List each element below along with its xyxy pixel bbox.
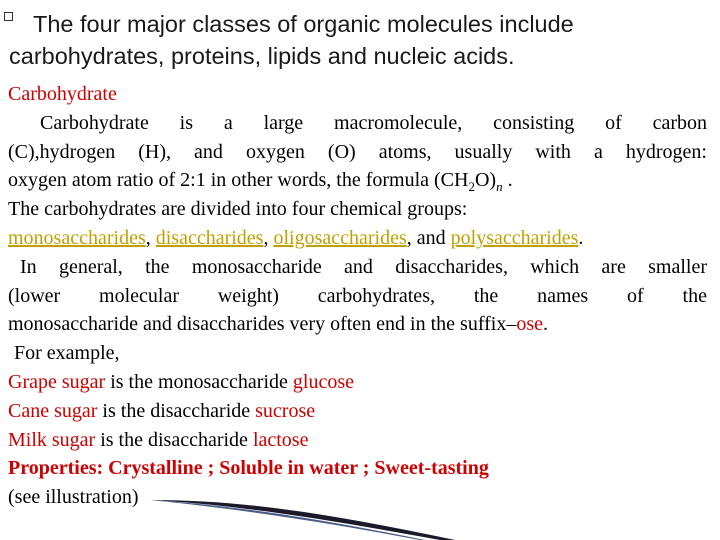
- para3-line3: [8, 310, 707, 339]
- link-disaccharides[interactable]: disaccharides: [155, 226, 264, 249]
- separator: ,: [145, 226, 156, 249]
- ex2-name: Cane sugar: [8, 399, 98, 422]
- ex3-name: Milk sugar: [8, 428, 96, 451]
- link-oligosaccharides[interactable]: oligosaccharides: [273, 226, 407, 249]
- ex1-name: Grape sugar: [8, 370, 106, 393]
- groups-line: [8, 224, 707, 253]
- para3-line1: In general, the monosaccharide and disaccharides, which are smaller: [20, 255, 707, 278]
- formula-text-2: O): [474, 169, 497, 192]
- separator: ,: [263, 226, 274, 249]
- link-polysaccharides[interactable]: polysaccharides: [450, 226, 579, 249]
- example-3: [8, 426, 707, 455]
- para3-end: .: [543, 313, 549, 336]
- formula-subscript: 2: [468, 179, 475, 195]
- formula-n: n: [496, 179, 503, 195]
- ex3-sugar: lactose: [252, 428, 309, 451]
- heading-line-2: carbohydrates, proteins, lipids and nucleic acids.: [9, 43, 515, 69]
- separator: , and: [406, 226, 451, 249]
- ex2-text: is the disaccharide: [97, 399, 256, 422]
- see-illustration: (see illustration): [8, 486, 139, 509]
- example-2: [8, 397, 707, 426]
- para3-text: monosaccharide and disaccharides very often end in the suffix–: [8, 313, 517, 336]
- example-1: [8, 368, 707, 397]
- separator: .: [578, 226, 584, 249]
- para2: The carbohydrates are divided into four chemical groups:: [8, 198, 468, 221]
- slide-body: [8, 80, 707, 512]
- formula-text: oxygen atom ratio of 2:1 in other words, the formula (CH: [8, 169, 469, 192]
- ex3-text: is the disaccharide: [95, 428, 253, 451]
- example-intro: For example,: [14, 342, 120, 365]
- section-title: Carbohydrate: [8, 83, 117, 105]
- heading-line-1: The four major classes of organic molecules include: [33, 11, 574, 37]
- suffix-ose: ose: [516, 313, 544, 336]
- properties-line: Properties: Crystalline ; Soluble in water ; Sweet-tasting: [8, 457, 489, 480]
- link-monosaccharides[interactable]: monosaccharides: [8, 226, 146, 249]
- para3-line2: (lower molecular weight) carbohydrates, the names of the: [8, 284, 707, 307]
- ex1-text: is the monosaccharide: [105, 370, 293, 393]
- para1-line1: Carbohydrate is a large macromolecule, consisting of carbon: [40, 111, 707, 134]
- para1-line2: (C),hydrogen (H), and oxygen (O) atoms, usually with a hydrogen:: [8, 140, 707, 163]
- ex2-sugar: sucrose: [255, 399, 316, 422]
- formula-end: .: [502, 169, 513, 192]
- para1-line3: [8, 166, 707, 195]
- slide-heading: [9, 8, 709, 72]
- ex1-sugar: glucose: [292, 370, 354, 393]
